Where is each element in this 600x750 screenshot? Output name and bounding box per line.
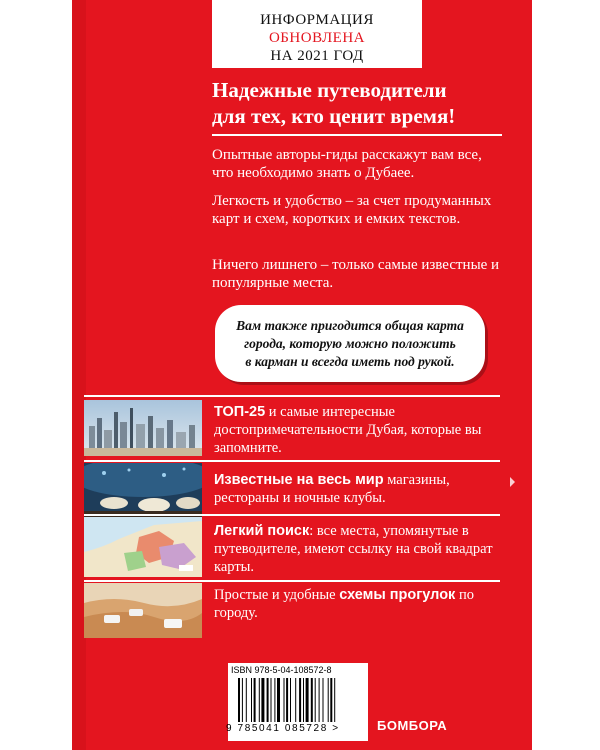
callout-line-3: в карман и всегда иметь под рукой. [245, 354, 455, 369]
heading-divider [212, 134, 502, 136]
map-callout [215, 305, 485, 382]
update-badge [212, 0, 422, 68]
callout-line-2: города, которую можно положить [244, 336, 456, 351]
section-divider [84, 580, 500, 582]
feature-easy-search [214, 522, 504, 576]
desert-safari-photo [84, 583, 202, 638]
badge-line-2: ОБНОВЛЕНА [268, 30, 366, 46]
feature-easy-search-lead: Легкий поиск [214, 523, 310, 539]
feature-top25-lead: ТОП-25 [214, 404, 266, 420]
feature-walking-routes-text: по городу. [214, 587, 474, 621]
map-thumbnail [84, 517, 202, 577]
section-divider [84, 514, 500, 516]
section-divider [84, 460, 500, 462]
feature-walking-routes-lead: схемы прогулок [339, 587, 456, 603]
publisher-logo: БОМБОРА [377, 718, 448, 733]
skyline-photo [84, 400, 202, 456]
feature-walking-routes [214, 586, 504, 622]
barcode-icon [238, 678, 362, 722]
heading-line-1: Надежные путеводители [212, 78, 447, 102]
callout-line-1: Вам также пригодится общая карта [236, 318, 464, 333]
feature-top25 [214, 403, 504, 457]
feature-easy-search-text: : все места, упомянутые в путеводителе, имеют ссылку на свой квадрат карты. [214, 523, 493, 575]
restaurant-photo [84, 463, 202, 519]
badge-line-1: ИНФОРМАЦИЯ [260, 12, 374, 28]
feature-world-famous-text: магазины, рестораны и ночные клубы. [214, 472, 450, 506]
isbn-text: ISBN 978-5-04-108572-8 [231, 665, 332, 675]
feature-walking-routes-pre: Простые и удобные [214, 587, 340, 603]
paragraph-authors: Опытные авторы-гиды расскажут вам все, что необходимо знать о Дубаее. [212, 147, 482, 181]
heading-line-2: для тех, кто ценит время! [212, 104, 456, 128]
triangle-marker-icon [510, 477, 515, 487]
paragraph-convenience: Легкость и удобство – за счет продуманных карт и схем, коротких и емких текстов. [212, 193, 492, 227]
feature-world-famous-lead: Известные на весь мир [214, 472, 384, 488]
cover-heading [212, 77, 512, 129]
section-divider [84, 395, 500, 397]
feature-world-famous [214, 471, 504, 507]
badge-line-3: НА 2021 ГОД [270, 48, 364, 64]
paragraph-essentials: Ничего лишнего – только самые известные и популярные места. [212, 257, 500, 291]
feature-top25-text: и самые интересные достопримечательности Дубая, которые вы запомните. [214, 404, 482, 456]
barcode-digits: 9 785041 085728 > [226, 723, 340, 734]
